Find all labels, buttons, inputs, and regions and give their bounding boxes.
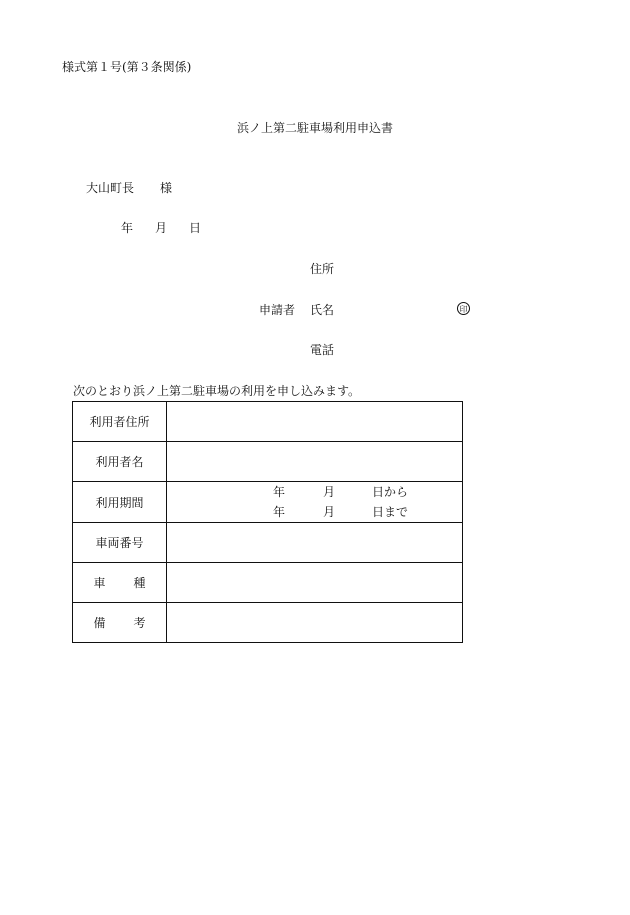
application-table	[72, 401, 463, 643]
remarks-field[interactable]	[167, 603, 463, 643]
vehicle-type-label-part1: 車	[93, 576, 106, 590]
period-from-month: 月	[323, 485, 336, 499]
period-to-year: 年	[273, 505, 286, 519]
period-to-month: 月	[323, 505, 336, 519]
vehicle-number-field[interactable]	[167, 523, 463, 563]
addressee	[86, 182, 172, 194]
user-address-field[interactable]	[167, 402, 463, 442]
period-to-line	[167, 502, 462, 522]
date-day: 日	[189, 221, 202, 235]
vehicle-type-label-part2: 種	[133, 576, 146, 590]
table-row	[73, 523, 463, 563]
addressee-suffix: 様	[160, 181, 173, 195]
vehicle-number-label: 車両番号	[73, 523, 167, 563]
table-row	[73, 482, 463, 523]
form-number: 様式第１号(第３条関係)	[62, 60, 192, 74]
seal-mark: 印	[457, 302, 470, 315]
applicant-address-label: 住所	[310, 262, 335, 276]
period-from-year: 年	[273, 485, 286, 499]
applicant-label: 申請者	[259, 303, 296, 317]
table-row	[73, 603, 463, 643]
user-name-field[interactable]	[167, 442, 463, 482]
applicant-name-label: 氏名	[310, 303, 335, 317]
vehicle-type-field[interactable]	[167, 563, 463, 603]
period-label: 利用期間	[73, 482, 167, 523]
date-year: 年	[121, 221, 134, 235]
date-month: 月	[155, 221, 168, 235]
period-to-day: 日まで	[372, 505, 409, 519]
table-row	[73, 442, 463, 482]
table-row	[73, 563, 463, 603]
date-line	[121, 222, 201, 234]
remarks-label-part2: 考	[133, 616, 146, 630]
remarks-label-part1: 備	[93, 616, 106, 630]
table-row	[73, 402, 463, 442]
application-statement: 次のとおり浜ノ上第二駐車場の利用を申し込みます。	[73, 384, 361, 398]
user-name-label: 利用者名	[73, 442, 167, 482]
period-field[interactable]	[167, 482, 463, 523]
remarks-label	[73, 603, 167, 643]
user-address-label: 利用者住所	[73, 402, 167, 442]
period-from-line	[167, 482, 462, 502]
vehicle-type-label	[73, 563, 167, 603]
document-title: 浜ノ上第二駐車場利用申込書	[236, 121, 393, 135]
applicant-phone-label: 電話	[310, 343, 335, 357]
period-from-day: 日から	[372, 485, 409, 499]
addressee-name: 大山町長	[86, 181, 135, 195]
